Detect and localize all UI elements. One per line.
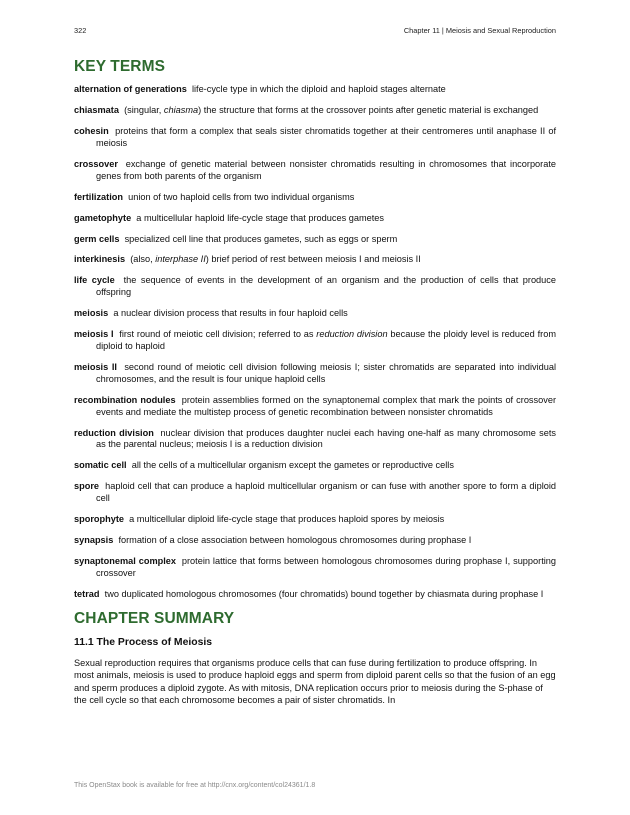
glossary-term: meiosis: [74, 308, 109, 319]
glossary-note-close: ): [205, 254, 209, 265]
glossary-list: [74, 84, 556, 601]
glossary-term: synaptonemal complex: [74, 556, 176, 567]
chapter-summary-heading: CHAPTER SUMMARY: [74, 609, 235, 627]
glossary-definition: a nuclear division process that results in four haploid cells: [113, 308, 348, 319]
glossary-term: recombination nodules: [74, 394, 176, 405]
glossary-definition: protein assemblies formed on the synaptonemal complex that mark the points of crossover events and mediate the multistep process of genetic recombination between nonsister chromatids: [96, 394, 556, 417]
glossary-entry: [74, 126, 556, 150]
footer-note: This OpenStax book is available for free at http://cnx.org/content/col24361/1.8: [74, 782, 316, 789]
glossary-entry: [74, 428, 556, 452]
glossary-term: chiasmata: [74, 104, 119, 115]
glossary-definition: protein lattice that forms between homologous chromosomes during prophase I, supporting crossover: [96, 556, 557, 578]
glossary-definition: first round of meiotic cell division; referred to as: [119, 329, 314, 340]
glossary-definition: a multicellular haploid life-cycle stage that produces gametes: [136, 212, 384, 223]
glossary-entry: [74, 481, 556, 505]
chapter-header: Chapter 11 | Meiosis and Sexual Reproduction: [403, 26, 556, 35]
glossary-term: tetrad: [74, 588, 100, 599]
glossary-definition: second round of meiotic cell division following meiosis I; sister chromatids are separated into individual chromosomes, and the result is four unique haploid cells: [96, 362, 556, 384]
glossary-entry: [74, 589, 556, 601]
glossary-note: (also,: [130, 254, 156, 265]
key-terms-heading: KEY TERMS: [74, 58, 166, 75]
glossary-definition: nuclear division that produces daughter nuclei each having one-half as many chromosome sets as the parental nucleus; meiosis I is a reduction division: [96, 427, 557, 450]
glossary-definition: a multicellular diploid life-cycle stage that produces haploid spores by meiosis: [129, 514, 445, 525]
glossary-term: life cycle: [74, 275, 115, 286]
glossary-entry: [74, 556, 556, 580]
glossary-definition: specialized cell line that produces gametes, such as eggs or sperm: [124, 233, 398, 244]
glossary-note-italic: interphase II: [155, 254, 206, 265]
glossary-definition: all the cells of a multicellular organism except the gametes or reproductive cells: [131, 460, 454, 471]
glossary-term: reduction division: [74, 427, 154, 438]
page-number: 322: [74, 26, 87, 35]
glossary-entry: [74, 329, 556, 353]
glossary-entry: [74, 84, 556, 96]
glossary-definition: the sequence of events in the development of an organism and the production of cells that produce offspring: [96, 275, 556, 298]
glossary-entry: [74, 460, 556, 472]
glossary-definition: two duplicated homologous chromosomes (four chromatids) bound together by chiasmata during prophase I: [104, 588, 544, 599]
subsection-heading: 11.1 The Process of Meiosis: [74, 636, 213, 648]
glossary-definition: the structure that forms at the crossover points after genetic material is exchanged: [203, 104, 539, 115]
glossary-term: meiosis I: [74, 329, 114, 340]
glossary-entry: [74, 308, 556, 320]
glossary-term: spore: [74, 481, 100, 492]
glossary-entry: [74, 234, 556, 246]
glossary-entry: [74, 192, 556, 204]
glossary-term: sporophyte: [74, 514, 125, 525]
glossary-term: crossover: [74, 158, 118, 169]
glossary-definition: proteins that form a complex that seals sister chromatids together at their centromeres until anaphase II of meiosis: [96, 125, 556, 148]
glossary-entry: [74, 105, 556, 117]
glossary-entry: [74, 159, 556, 183]
glossary-entry: [74, 514, 556, 526]
summary-paragraph: Sexual reproduction requires that organisms produce cells that can fuse during fertilization to produce offspring. In most animals, meiosis is used to produce haploid eggs and sperm from diploid parent cells so that the fusion of an egg and sperm produces a diploid zygote. As with mitosis, DNA replication occurs prior to meiosis during the S-phase of the cell cycle so that each chromosome becomes a pair of sister chromatids. In: [74, 657, 556, 706]
glossary-entry: [74, 535, 556, 547]
glossary-definition: life-cycle type in which the diploid and haploid stages alternate: [191, 84, 446, 94]
glossary-note-italic: chiasma: [163, 104, 199, 115]
glossary-entry: [74, 275, 556, 299]
glossary-term: interkinesis: [74, 254, 126, 265]
glossary-term: somatic cell: [74, 460, 127, 471]
glossary-entry: [74, 213, 556, 225]
glossary-definition: haploid cell that can produce a haploid multicellular organism or can fuse with another spore to form a diploid cell: [96, 481, 556, 504]
glossary-definition: brief period of rest between meiosis I and meiosis II: [211, 254, 421, 265]
glossary-term: meiosis II: [74, 362, 117, 373]
glossary-term: germ cells: [74, 233, 120, 244]
glossary-note-close: ): [198, 104, 202, 115]
glossary-term: alternation of generations: [74, 84, 187, 94]
glossary-definition-italic: reduction division: [316, 329, 388, 340]
glossary-term: synapsis: [74, 535, 114, 546]
glossary-definition-rest: because the ploidy level is reduced from diploid to haploid: [96, 329, 556, 352]
glossary-note: (singular,: [124, 104, 164, 115]
glossary-term: fertilization: [74, 191, 124, 202]
glossary-term: gametophyte: [74, 212, 132, 223]
glossary-entry: [74, 395, 556, 419]
glossary-term: cohesin: [74, 125, 109, 136]
glossary-entry: [74, 362, 556, 386]
glossary-entry: [74, 254, 556, 266]
page-content: [74, 58, 556, 707]
glossary-definition: union of two haploid cells from two individual organisms: [128, 191, 355, 202]
glossary-definition: formation of a close association between homologous chromosomes during prophase I: [118, 535, 472, 546]
glossary-definition: exchange of genetic material between nonsister chromatids resulting in chromosomes that incorporate genes from both parents of the organism: [96, 158, 556, 181]
